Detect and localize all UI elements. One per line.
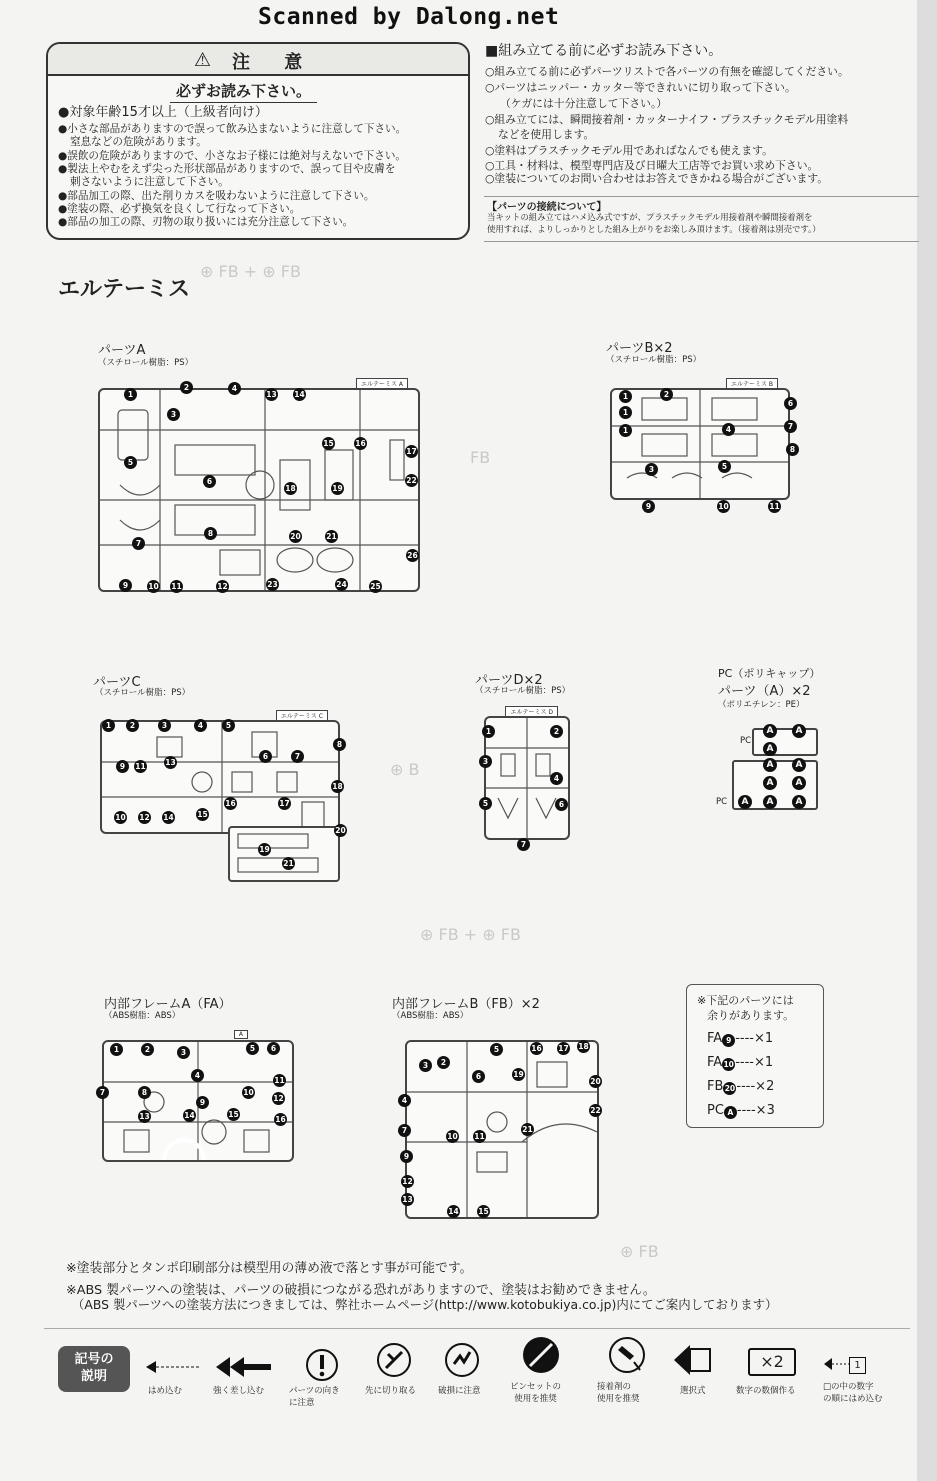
part-number-marker: 19	[513, 1070, 524, 1079]
frame-b-material: （ABS樹脂：ABS）	[392, 1011, 469, 1021]
spare-code: FA	[707, 1031, 723, 1046]
part-number-marker: 1	[619, 424, 632, 437]
part-number-marker: 12	[217, 582, 228, 591]
must-read-heading: 必ずお読み下さい。	[170, 80, 317, 103]
part-number-marker: 3	[177, 1046, 190, 1059]
part-number-marker: 5	[246, 1042, 259, 1055]
spare-parts-box	[686, 984, 824, 1128]
part-number-marker: 17	[279, 799, 290, 808]
part-number-marker: 18	[285, 484, 296, 493]
caution-line: ●小さな部品がありますので誤って飲み込まないように注意して下さい。	[58, 123, 407, 135]
part-number-marker: 14	[163, 813, 174, 822]
spare-parts-row	[707, 1079, 774, 1094]
bleed-through-text: ⊕ FB	[620, 1242, 659, 1261]
parts-pc-label: PC（ポリキャップ）	[718, 667, 821, 680]
caution-line: ●塗装の際、必ず換気を良くして行なって下さい。	[58, 203, 301, 215]
footnote: （ABS 製パーツへの塗装方法につきましては、弊社ホームページ(http://www.kotobukiya.co.jp)内にてご案内しております）	[72, 1297, 778, 1312]
watermark-text: Scanned by Dalong.net	[258, 4, 560, 30]
frame-b-label: 内部フレームB（FB）×2	[392, 997, 540, 1012]
connection-heading: 【パーツの接続について】	[487, 202, 607, 213]
order-number-box: 1	[849, 1357, 866, 1374]
parts-d-label: パーツD×2	[475, 673, 543, 688]
part-number-marker: 8	[138, 1086, 151, 1099]
bleed-through-text: FB	[470, 448, 491, 467]
part-number-marker: 8	[333, 738, 346, 751]
part-number-marker: 11	[135, 762, 146, 771]
part-number-marker: 10	[243, 1088, 254, 1097]
frame-b-sprue	[405, 1040, 599, 1219]
part-number-marker: 15	[323, 439, 334, 448]
assembly-note: ○塗装についてのお問い合わせはお答えできかねる場合がございます。	[485, 172, 829, 185]
part-number-marker: 9	[119, 579, 132, 592]
part-number-marker: 10	[447, 1132, 458, 1141]
part-number-marker: 16	[531, 1044, 542, 1053]
part-number-marker: 6	[472, 1070, 485, 1083]
pc-tag: PC	[716, 797, 728, 807]
sprue-tag-letter: A	[398, 381, 403, 388]
pc-part-marker: A	[792, 758, 806, 772]
legend-label: 選択式	[680, 1386, 706, 1396]
part-number-marker: 13	[139, 1112, 150, 1121]
spare-num: 10	[723, 1060, 734, 1069]
parts-c-sprue	[100, 713, 340, 834]
part-number-marker: 22	[406, 476, 417, 485]
caution-line: 刺さないように注意して下さい。	[70, 176, 229, 188]
sprue-tag-name: エルテーミス	[280, 713, 317, 720]
part-number-marker: 16	[275, 1115, 286, 1124]
caution-line: ●部品の加工の際、刃物の取り扱いには充分注意して下さい。	[58, 216, 354, 228]
parts-c-sprue-lower	[228, 826, 340, 882]
part-number-marker: 19	[259, 845, 270, 854]
part-number-marker: 2	[437, 1056, 450, 1069]
part-number-marker: 1	[110, 1043, 123, 1056]
sprue-tag-letter: C	[318, 713, 323, 720]
assembly-note: （ケガには十分注意して下さい。）	[500, 97, 668, 110]
part-number-marker: 3	[419, 1059, 432, 1072]
part-number-marker: 21	[283, 859, 294, 868]
pc-sprue-top	[752, 728, 818, 756]
spare-parts-row	[707, 1031, 773, 1046]
assembly-note: ○組み立てる前に必ずパーツリストで各パーツの有無を確認してください。	[485, 65, 849, 78]
assembly-note: ○塗料はプラスチックモデル用であればなんでも使えます。	[485, 144, 773, 157]
part-number-marker: 7	[291, 750, 304, 763]
part-number-marker: 23	[267, 580, 278, 589]
spare-parts-heading-2: 余りがあります。	[707, 1009, 795, 1022]
part-number-marker: 21	[522, 1125, 533, 1134]
part-number-marker: 9	[196, 1096, 209, 1109]
caution-box	[46, 42, 470, 240]
part-number-marker: 1	[124, 388, 137, 401]
legend-label: 数字の数個作る	[736, 1386, 796, 1396]
part-number-marker: 15	[197, 810, 208, 819]
part-number-marker: 8	[786, 443, 799, 456]
parts-c-material: （スチロール樹脂：PS）	[95, 688, 191, 698]
connection-text: 当キットの組み立てはハメ込み式ですが、プラスチックモデル用接着剤や瞬間接着剤を	[487, 212, 813, 222]
warning-triangle-icon: ⚠	[194, 49, 212, 71]
choice-icon	[672, 1343, 714, 1377]
sprue-tag: A	[234, 1030, 248, 1039]
assembly-note: などを使用します。	[498, 128, 595, 141]
parts-d-material: （スチロール樹脂：PS）	[475, 686, 571, 696]
part-number-marker: 6	[267, 1042, 280, 1055]
part-number-marker: 17	[558, 1044, 569, 1053]
part-number-marker: 25	[370, 582, 381, 591]
part-number-marker: 3	[479, 755, 492, 768]
tweezers-icon	[522, 1336, 560, 1374]
part-number-marker: 18	[578, 1042, 589, 1051]
pc-part-marker: A	[763, 776, 777, 790]
legend-label: 強く差し込む	[213, 1386, 265, 1396]
legend-label: ピンセットの 使用を推奨	[510, 1382, 562, 1404]
caution-line: 窒息などの危険があります。	[70, 136, 207, 148]
caution-header	[48, 44, 468, 76]
part-number-marker: 14	[448, 1207, 459, 1216]
part-number-marker: 4	[228, 382, 241, 395]
assembly-note: ○組み立てには、瞬間接着剤・カッターナイフ・プラスチックモデル用塗料	[485, 113, 849, 126]
part-number-marker: 7	[517, 838, 530, 851]
part-number-marker: 19	[332, 484, 343, 493]
legend-badge-line: 説明	[80, 1369, 107, 1384]
part-number-marker: 4	[722, 423, 735, 436]
part-number-marker: 12	[402, 1177, 413, 1186]
part-number-marker: 15	[228, 1110, 239, 1119]
sprue-tag	[276, 710, 328, 721]
part-number-marker: 1	[102, 719, 115, 732]
part-number-marker: 10	[148, 582, 159, 591]
section-title: エルテーミス	[58, 277, 191, 302]
spare-code: FB	[707, 1079, 724, 1094]
legend-label: 破損に注意	[438, 1386, 481, 1396]
part-number-marker: 5	[479, 797, 492, 810]
parts-b-sprue	[610, 381, 790, 500]
part-number-marker: 13	[165, 758, 176, 767]
parts-pc-material: （ポリエチレン：PE）	[718, 700, 805, 710]
sprue-tag	[505, 706, 558, 717]
assembly-note: ○パーツはニッパー・カッター等できれいに切り取って下さい。	[485, 81, 796, 94]
part-number-marker: 11	[171, 582, 182, 591]
part-number-marker: 9	[642, 500, 655, 513]
frame-a-material: （ABS樹脂：ABS）	[104, 1011, 181, 1021]
pc-tag: PC	[740, 736, 752, 746]
spare-qty: ----×3	[736, 1103, 775, 1118]
spare-qty: ----×2	[736, 1079, 775, 1094]
legend-badge	[58, 1346, 130, 1392]
part-number-marker: 12	[139, 813, 150, 822]
part-number-marker: 5	[222, 719, 235, 732]
caution-line: ●製法上やむをえず尖った形状部品がありますので、誤って目や皮膚を	[58, 163, 396, 175]
parts-b-label: パーツB×2	[606, 341, 673, 356]
part-number-marker: 6	[784, 397, 797, 410]
part-number-marker: 16	[355, 439, 366, 448]
legend-badge-line: 記号の	[74, 1352, 114, 1367]
spare-code: PC	[707, 1103, 724, 1118]
part-number-marker: 5	[490, 1043, 503, 1056]
part-number-marker: 11	[769, 502, 780, 511]
part-number-marker: 5	[124, 456, 137, 469]
sprue-tag-letter: D	[548, 709, 553, 716]
part-number-marker: 2	[141, 1043, 154, 1056]
legend-label: パーツの向き に注意	[289, 1386, 340, 1408]
frame-a-label: 内部フレームA（FA）	[104, 997, 232, 1012]
spare-parts-row	[707, 1103, 775, 1118]
pc-part-marker: A	[763, 758, 777, 772]
part-number-marker: 8	[204, 527, 217, 540]
part-number-marker: 6	[203, 475, 216, 488]
legend-label: 先に切り取る	[365, 1386, 417, 1396]
spare-parts-heading: ※下記のパーツには	[697, 994, 794, 1007]
part-number-marker: 18	[332, 782, 343, 791]
part-number-marker: 13	[402, 1195, 413, 1204]
legend-label: □の中の数字 の順にはめ込む	[823, 1382, 883, 1404]
spare-qty: ----×1	[735, 1031, 774, 1046]
spare-num: A	[724, 1106, 737, 1119]
part-number-marker: 26	[407, 551, 418, 560]
part-number-marker: 11	[474, 1132, 485, 1141]
pc-part-marker: A	[792, 724, 806, 738]
part-number-marker: 7	[96, 1086, 109, 1099]
assembly-note: ○工具・材料は、模型専門店及び日曜大工店等でお買い求め下さい。	[485, 159, 819, 172]
parts-b-material: （スチロール樹脂：PS）	[606, 355, 702, 365]
part-number-marker: 22	[590, 1106, 601, 1115]
frame-b-drawing	[407, 1042, 597, 1217]
part-number-marker: 9	[116, 760, 129, 773]
part-number-marker: 15	[478, 1207, 489, 1216]
sprue-tag	[356, 378, 408, 389]
breakage-icon	[444, 1342, 480, 1378]
part-number-marker: 16	[225, 799, 236, 808]
part-number-marker: 17	[406, 447, 417, 456]
part-number-marker: 7	[398, 1124, 411, 1137]
times-two-icon: ×2	[748, 1348, 796, 1376]
exclamation-icon	[305, 1348, 339, 1382]
part-number-marker: 20	[335, 826, 346, 835]
part-number-marker: 7	[784, 420, 797, 433]
part-number-marker: 1	[482, 725, 495, 738]
part-number-marker: 10	[718, 502, 729, 511]
legend-label: 接着剤の 使用を推奨	[597, 1382, 640, 1404]
part-number-marker: 20	[290, 532, 301, 541]
part-number-marker: 5	[718, 460, 731, 473]
part-number-marker: 10	[115, 813, 126, 822]
part-number-marker: 3	[158, 719, 171, 732]
part-number-marker: 11	[274, 1076, 285, 1085]
part-number-marker: 20	[590, 1077, 601, 1086]
bleed-through-text: ⊕ FB + ⊕ FB	[420, 925, 521, 944]
parts-c-label: パーツC	[93, 675, 141, 690]
pc-part-marker: A	[792, 776, 806, 790]
part-number-marker: 24	[336, 580, 347, 589]
dashed-arrow-icon	[144, 1360, 200, 1374]
part-number-marker: 1	[619, 390, 632, 403]
parts-c-lower-drawing	[230, 828, 338, 880]
sprue-tag-name: エルテーミス	[360, 381, 397, 388]
part-number-marker: 3	[167, 408, 180, 421]
part-number-marker: 4	[550, 772, 563, 785]
pc-part-marker: A	[738, 795, 752, 809]
part-number-marker: 13	[266, 390, 277, 399]
parts-a-material: （スチロール樹脂：PS）	[98, 358, 194, 368]
footnote: ※塗装部分とタンポ印刷部分は模型用の薄め液で落とす事が可能です。	[66, 1261, 473, 1276]
part-number-marker: 9	[400, 1150, 413, 1163]
caution-title: 注 意	[232, 52, 317, 73]
part-number-marker: 21	[326, 532, 337, 541]
part-number-marker: 2	[180, 381, 193, 394]
pc-part-marker: A	[763, 742, 777, 756]
part-number-marker: 6	[555, 798, 568, 811]
part-number-marker: 12	[273, 1094, 284, 1103]
footnote: ※ABS 製パーツへの塗装は、パーツの破損につながる恐れがありますので、塗装はお勧めできません。	[66, 1283, 656, 1298]
legend-label: はめ込む	[148, 1386, 183, 1396]
connection-text: 使用すれば、よりしっかりとした組み上がりをお楽しみ頂けます。（接着剤は別売です。）	[487, 224, 821, 234]
caution-line: ●誤飲の危険がありますので、小さなお子様には絶対与えないで下さい。	[58, 150, 407, 162]
part-number-marker: 2	[126, 719, 139, 732]
spare-parts-row	[707, 1055, 773, 1070]
part-number-marker: 4	[191, 1069, 204, 1082]
bleed-through-text: ⊕ FB + ⊕ FB	[200, 262, 301, 281]
pc-part-marker: A	[763, 795, 777, 809]
order-arrow-icon	[823, 1357, 849, 1371]
spare-qty: ----×1	[735, 1055, 774, 1070]
parts-a-sprue	[98, 381, 420, 592]
spare-num: 20	[724, 1084, 736, 1093]
double-arrow-icon	[214, 1355, 272, 1379]
assembly-notes-heading: ■組み立てる前に必ずお読み下さい。	[485, 43, 723, 59]
spare-num: 9	[722, 1034, 735, 1047]
part-number-marker: 2	[550, 725, 563, 738]
part-number-marker: 7	[132, 537, 145, 550]
parts-a-label: パーツA	[98, 343, 146, 358]
pc-part-marker: A	[792, 795, 806, 809]
part-number-marker: 4	[398, 1094, 411, 1107]
page-edge	[917, 0, 937, 1481]
sprue-tag-letter: B	[768, 381, 773, 388]
caution-line: ●部品加工の際、出た削りカスを吸わないように注意して下さい。	[58, 190, 375, 202]
part-number-marker: 2	[660, 388, 673, 401]
part-number-marker: 4	[194, 719, 207, 732]
spare-code: FA	[707, 1055, 723, 1070]
parts-b-drawing	[612, 390, 788, 498]
pc-part-marker: A	[763, 724, 777, 738]
sprue-tag-name: エルテーミス	[730, 381, 767, 388]
sprue-tag	[726, 378, 778, 389]
sprue-tag-name: エルテーミス	[510, 709, 547, 716]
cut-first-icon	[376, 1342, 412, 1378]
glue-icon	[608, 1336, 646, 1374]
parts-pc-label-2: パーツ（A）×2	[718, 684, 811, 699]
part-number-marker: 1	[619, 406, 632, 419]
part-number-marker: 3	[645, 463, 658, 476]
part-number-marker: 6	[259, 750, 272, 763]
part-number-marker: 14	[184, 1111, 195, 1120]
bleed-through-text: ⊕ B	[390, 760, 420, 779]
caution-line: ●対象年齢15才以上（上級者向け）	[58, 105, 268, 120]
parts-a-drawing	[100, 390, 418, 590]
part-number-marker: 14	[294, 390, 305, 399]
